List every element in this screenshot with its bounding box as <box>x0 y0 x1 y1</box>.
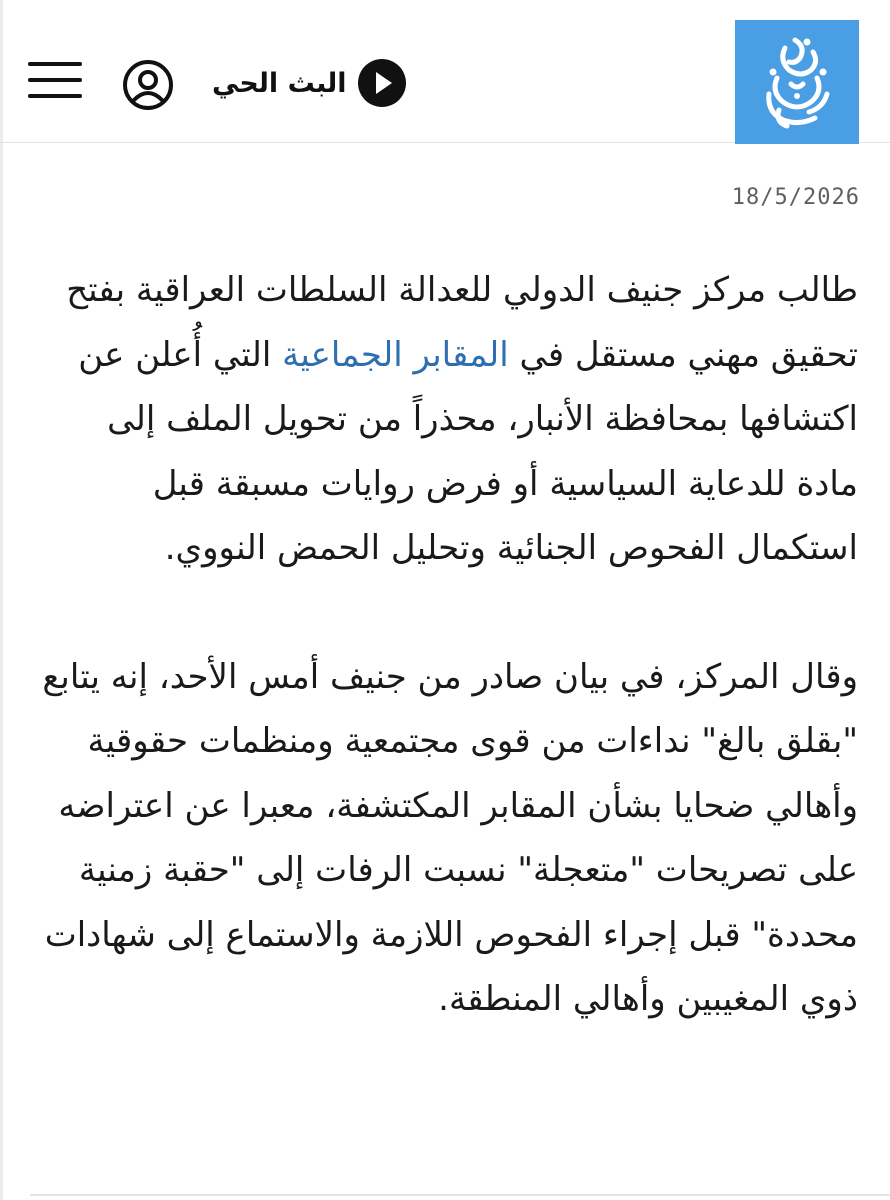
mass-graves-link[interactable]: المقابر الجماعية <box>282 334 509 375</box>
live-stream-label: البث الحي <box>212 67 347 99</box>
user-account-icon <box>122 59 174 111</box>
article-date: 18/5/2026 <box>731 185 860 210</box>
article-paragraph-2: وقال المركز، في بيان صادر من جنيف أمس الأحد، إنه يتابع "بقلق بالغ" نداءات من قوى مجتمعية ومنظمات حقوقية وأهالي ضحايا بشأن المقابر المكتشفة، معبرا عن اعتراضه على تصريحات "متعجلة" نسبت الرفات إلى "حقبة زمنية محددة" قبل إجراء الفحوص اللازمة والاستماع إلى شهادات ذوي المغيبين وأهالي المنطقة. <box>42 656 858 1019</box>
bottom-divider <box>30 1194 890 1196</box>
site-header <box>0 0 890 143</box>
menu-button[interactable] <box>28 56 82 104</box>
paragraph-1-text-end: التي أُعلن عن اكتشافها بمحافظة الأنبار، محذراً من تحويل الملف إلى مادة للدعاية السياسية أو فرض روايات مسبقة قبل استكمال الفحوص الجنائية وتحليل الحمض النووي. <box>78 334 858 568</box>
account-button[interactable] <box>122 59 174 111</box>
live-stream-button[interactable] <box>212 58 407 108</box>
play-circle-icon <box>357 58 407 108</box>
aljazeera-logo-icon <box>749 32 845 132</box>
paragraph-1-text-start: طالب مركز جنيف الدولي للعدالة السلطات العراقية بفتح تحقيق مهني مستقل في <box>66 270 858 375</box>
left-edge-rule <box>0 0 3 1200</box>
article-body <box>40 258 858 1032</box>
aljazeera-logo[interactable] <box>735 20 859 144</box>
article-paragraph-1 <box>40 258 858 581</box>
